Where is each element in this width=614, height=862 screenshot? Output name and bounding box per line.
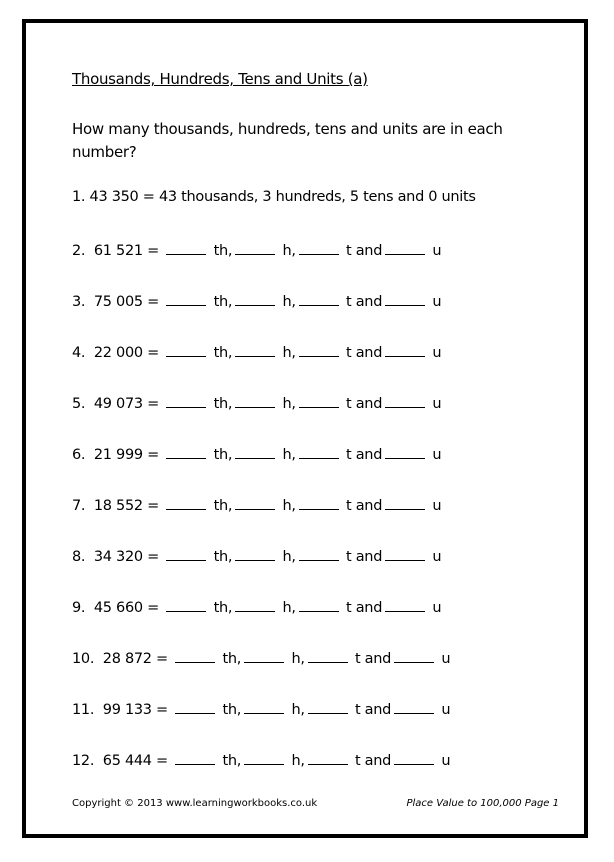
question-row <box>72 546 441 565</box>
question-row <box>72 444 441 463</box>
thousands-blank[interactable] <box>166 546 206 561</box>
question-value: 61 521 = <box>93 243 159 259</box>
hundreds-label: h, <box>282 600 296 616</box>
units-label: u <box>432 549 442 565</box>
thousands-label: th, <box>213 447 233 463</box>
hundreds-label: h, <box>282 294 296 310</box>
tens-label: t and <box>346 549 383 565</box>
copyright-text: Copyright © 2013 www.learningworkbooks.co.uk <box>72 798 318 809</box>
hundreds-label: h, <box>291 651 305 667</box>
units-label: u <box>441 651 451 667</box>
question-number: 12. <box>72 753 95 769</box>
thousands-blank[interactable] <box>175 648 215 663</box>
hundreds-blank[interactable] <box>235 393 275 408</box>
units-label: u <box>432 345 442 361</box>
tens-label: t and <box>346 294 383 310</box>
tens-blank[interactable] <box>299 393 339 408</box>
question-value: 45 660 = <box>93 600 159 616</box>
units-label: u <box>432 396 442 412</box>
question-row <box>72 342 441 361</box>
tens-blank[interactable] <box>299 597 339 612</box>
thousands-blank[interactable] <box>166 240 206 255</box>
worksheet-title: Thousands, Hundreds, Tens and Units (a) <box>72 70 368 88</box>
hundreds-blank[interactable] <box>244 699 284 714</box>
units-blank[interactable] <box>385 291 425 306</box>
hundreds-blank[interactable] <box>235 240 275 255</box>
thousands-label: th, <box>213 243 233 259</box>
question-number: 11. <box>72 702 95 718</box>
hundreds-label: h, <box>282 396 296 412</box>
tens-label: t and <box>346 447 383 463</box>
tens-blank[interactable] <box>299 342 339 357</box>
thousands-label: th, <box>213 345 233 361</box>
question-value: 22 000 = <box>93 345 159 361</box>
question-number: 7. <box>72 498 86 514</box>
question-number: 4. <box>72 345 86 361</box>
tens-label: t and <box>354 753 392 769</box>
thousands-blank[interactable] <box>175 750 215 765</box>
units-blank[interactable] <box>394 699 434 714</box>
thousands-blank[interactable] <box>166 495 206 510</box>
tens-label: t and <box>354 651 392 667</box>
question-value: 99 133 = <box>102 702 168 718</box>
hundreds-label: h, <box>282 345 296 361</box>
question-value: 34 320 = <box>93 549 159 565</box>
hundreds-blank[interactable] <box>235 342 275 357</box>
tens-label: t and <box>346 498 383 514</box>
tens-blank[interactable] <box>299 495 339 510</box>
thousands-label: th, <box>213 396 233 412</box>
tens-label: t and <box>346 396 383 412</box>
thousands-label: th, <box>222 651 242 667</box>
question-number: 2. <box>72 243 86 259</box>
hundreds-blank[interactable] <box>244 648 284 663</box>
hundreds-label: h, <box>282 498 296 514</box>
question-number: 10. <box>72 651 95 667</box>
question-number: 8. <box>72 549 86 565</box>
question-value: 49 073 = <box>93 396 159 412</box>
question-row <box>72 750 450 769</box>
thousands-blank[interactable] <box>166 444 206 459</box>
units-label: u <box>441 753 451 769</box>
question-number: 5. <box>72 396 86 412</box>
units-label: u <box>432 600 442 616</box>
question-row <box>72 393 441 412</box>
question-value: 21 999 = <box>93 447 159 463</box>
thousands-label: th, <box>213 498 233 514</box>
units-blank[interactable] <box>385 444 425 459</box>
hundreds-blank[interactable] <box>235 444 275 459</box>
thousands-label: th, <box>213 600 233 616</box>
thousands-blank[interactable] <box>166 597 206 612</box>
tens-label: t and <box>354 702 392 718</box>
units-blank[interactable] <box>385 342 425 357</box>
hundreds-label: h, <box>291 702 305 718</box>
thousands-blank[interactable] <box>175 699 215 714</box>
thousands-blank[interactable] <box>166 393 206 408</box>
hundreds-blank[interactable] <box>235 597 275 612</box>
units-label: u <box>432 498 442 514</box>
question-number: 9. <box>72 600 86 616</box>
hundreds-label: h, <box>282 549 296 565</box>
question-row <box>72 240 441 259</box>
question-row <box>72 648 450 667</box>
units-blank[interactable] <box>394 648 434 663</box>
units-label: u <box>432 243 442 259</box>
thousands-label: th, <box>213 549 233 565</box>
tens-blank[interactable] <box>308 699 348 714</box>
units-blank[interactable] <box>385 495 425 510</box>
tens-label: t and <box>346 243 383 259</box>
hundreds-blank[interactable] <box>235 495 275 510</box>
thousands-blank[interactable] <box>166 342 206 357</box>
question-value: 65 444 = <box>102 753 168 769</box>
question-row <box>72 495 441 514</box>
hundreds-blank[interactable] <box>244 750 284 765</box>
units-blank[interactable] <box>385 240 425 255</box>
tens-blank[interactable] <box>299 444 339 459</box>
tens-label: t and <box>346 600 383 616</box>
question-number: 3. <box>72 294 86 310</box>
hundreds-label: h, <box>291 753 305 769</box>
tens-blank[interactable] <box>299 240 339 255</box>
question-row <box>72 597 441 616</box>
units-label: u <box>441 702 451 718</box>
question-number: 6. <box>72 447 86 463</box>
hundreds-blank[interactable] <box>235 291 275 306</box>
units-blank[interactable] <box>385 597 425 612</box>
hundreds-label: h, <box>282 447 296 463</box>
units-blank[interactable] <box>394 750 434 765</box>
hundreds-blank[interactable] <box>235 546 275 561</box>
question-row <box>72 291 441 310</box>
tens-label: t and <box>346 345 383 361</box>
tens-blank[interactable] <box>299 291 339 306</box>
tens-blank[interactable] <box>299 546 339 561</box>
question-value: 75 005 = <box>93 294 159 310</box>
units-blank[interactable] <box>385 546 425 561</box>
units-label: u <box>432 447 442 463</box>
tens-blank[interactable] <box>308 648 348 663</box>
units-label: u <box>432 294 442 310</box>
tens-blank[interactable] <box>308 750 348 765</box>
question-row <box>72 699 450 718</box>
page-label: Place Value to 100,000 Page 1 <box>406 798 559 809</box>
hundreds-label: h, <box>282 243 296 259</box>
example-row: 1. 43 350 = 43 thousands, 3 hundreds, 5 tens and 0 units <box>72 189 476 205</box>
thousands-label: th, <box>222 753 242 769</box>
thousands-label: th, <box>213 294 233 310</box>
thousands-label: th, <box>222 702 242 718</box>
question-value: 28 872 = <box>102 651 168 667</box>
units-blank[interactable] <box>385 393 425 408</box>
question-value: 18 552 = <box>93 498 159 514</box>
question-text: How many thousands, hundreds, tens and units are in each number? <box>72 120 503 161</box>
thousands-blank[interactable] <box>166 291 206 306</box>
